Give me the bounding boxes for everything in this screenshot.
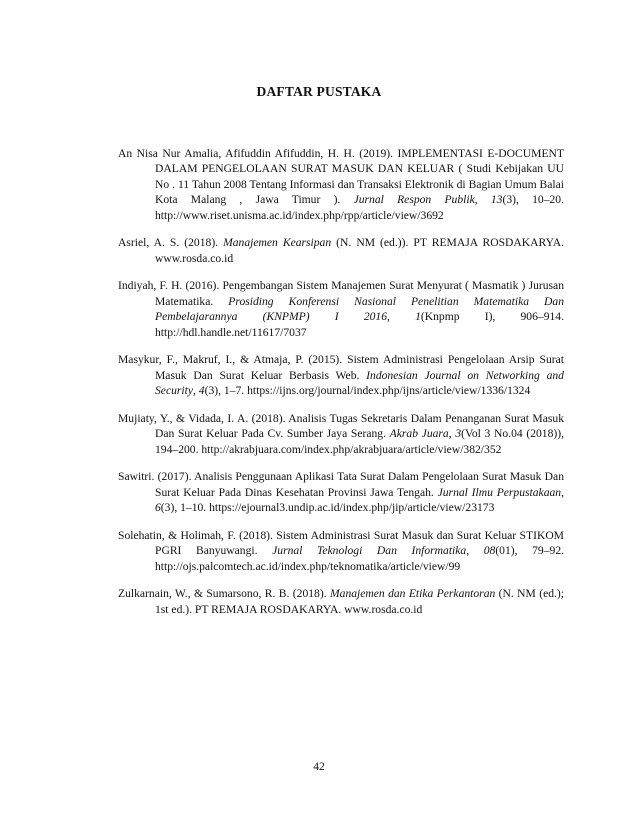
reference-text: , xyxy=(561,485,564,499)
reference-entry xyxy=(118,469,564,515)
reference-source: Jurnal Ilmu Perpustakaan xyxy=(437,485,562,499)
reference-text: Indiyah, F. H. (2016). Pengembangan Sistem Manajemen Surat Menyurat ( Masmatik ) Jurusan Matematika. xyxy=(118,279,564,308)
reference-source: Akrab Juara xyxy=(389,427,449,441)
reference-entry xyxy=(118,352,564,398)
reference-source: Indonesian Journal on Networking and Security xyxy=(155,368,564,398)
reference-entry xyxy=(118,528,564,574)
reference-text: Asriel, A. S. (2018). xyxy=(118,236,224,250)
reference-text: Masykur, F., Makruf, I., & Atmaja, P. (2015). Sistem Administrasi Pengelolaan Arsip Surat Masuk Dan Surat Keluar Berbasis Web. xyxy=(118,353,564,382)
reference-text: Solehatin, & Holimah, F. (2018). Sistem Administrasi Surat Masuk dan Surat Keluar STIKOM PGRI Banyuwangi. xyxy=(118,528,564,558)
reference-entry xyxy=(118,411,564,457)
reference-entry xyxy=(118,586,564,617)
reference-text: (N. NM (ed.)). PT REMAJA ROSDAKARYA. www.rosda.co.id xyxy=(155,236,564,265)
reference-text: , xyxy=(448,427,456,441)
page-number: 42 xyxy=(313,760,325,773)
reference-source: Prosiding Konferensi Nasional Penelitian Matematika Dan Pembelajarannya (KNPMP) I 2016 xyxy=(155,294,564,324)
reference-text: (3), 10–20. http://www.riset.unisma.ac.id/index.php/rpp/article/view/3692 xyxy=(155,193,564,222)
reference-text: An Nisa Nur Amalia, Afifuddin Afifuddin, H. H. (2019). IMPLEMENTASI E-DOCUMENT DALAM PENGELOLAAN SURAT MASUK DAN KELUAR ( Studi Kebijakan UU No . 11 Tahun 2008 Tentang Informasi dan Transaksi Elektronik di Bagian Umum Balai Kota Malang , Jawa Timur ). xyxy=(118,147,564,207)
reference-text: , xyxy=(474,193,491,207)
reference-text: , xyxy=(193,384,199,398)
reference-entry xyxy=(118,146,564,223)
reference-text: Mujiaty, Y., & Vidada, I. A. (2018). Analisis Tugas Sekretaris Dalam Penanganan Surat Masuk Dan Surat Keluar Pada Cv. Sumber Jaya Serang. xyxy=(118,411,564,441)
reference-text: (Knpmp I), 906–914. http://hdl.handle.net/11617/7037 xyxy=(155,310,564,339)
reference-text: (3), 1–10. https://ejournal3.undip.ac.id/index.php/jip/article/view/23173 xyxy=(160,501,495,515)
reference-volume: 1 xyxy=(415,310,421,324)
reference-text: (N. NM (ed.); 1st ed.). PT REMAJA ROSDAKARYA. www.rosda.co.id xyxy=(155,587,565,616)
reference-volume: 3 xyxy=(455,427,462,441)
reference-source: Jurnal Respon Publik xyxy=(353,193,475,207)
reference-text: , xyxy=(466,544,484,558)
reference-entry xyxy=(118,235,564,266)
reference-text: (01), 79–92. http://ojs.palcomtech.ac.id/index.php/teknomatika/article/view/99 xyxy=(155,544,565,573)
reference-source: Jurnal Teknologi Dan Informatika xyxy=(272,544,467,558)
reference-volume: 13 xyxy=(490,193,503,207)
reference-entry xyxy=(118,278,564,340)
reference-source: Manajemen dan Etika Perkantoran xyxy=(329,587,496,601)
page-title: DAFTAR PUSTAKA xyxy=(256,84,382,99)
reference-text: Zulkarnain, W., & Sumarsono, R. B. (2018). xyxy=(118,587,330,601)
reference-text: Sawitri. (2017). Analisis Penggunaan Aplikasi Tata Surat Dalam Pengelolaan Surat Masuk Dan Surat Keluar Pada Dinas Kesehatan Provinsi Jawa Tengah. xyxy=(118,470,564,499)
reference-source: Manajemen Kearsipan xyxy=(223,236,332,250)
reference-volume: 6 xyxy=(155,501,161,515)
reference-text: (3), 1–7. https://ijns.org/journal/index.php/ijns/article/view/1336/1324 xyxy=(204,384,531,398)
reference-text: (Vol 3 No.04 (2018)), 194–200. http://akrabjuara.com/index.php/akrabjuara/article/view/382/352 xyxy=(155,427,565,456)
reference-text: , xyxy=(387,310,416,324)
reference-volume: 08 xyxy=(483,544,496,558)
reference-list xyxy=(118,146,564,630)
reference-volume: 4 xyxy=(198,384,205,398)
